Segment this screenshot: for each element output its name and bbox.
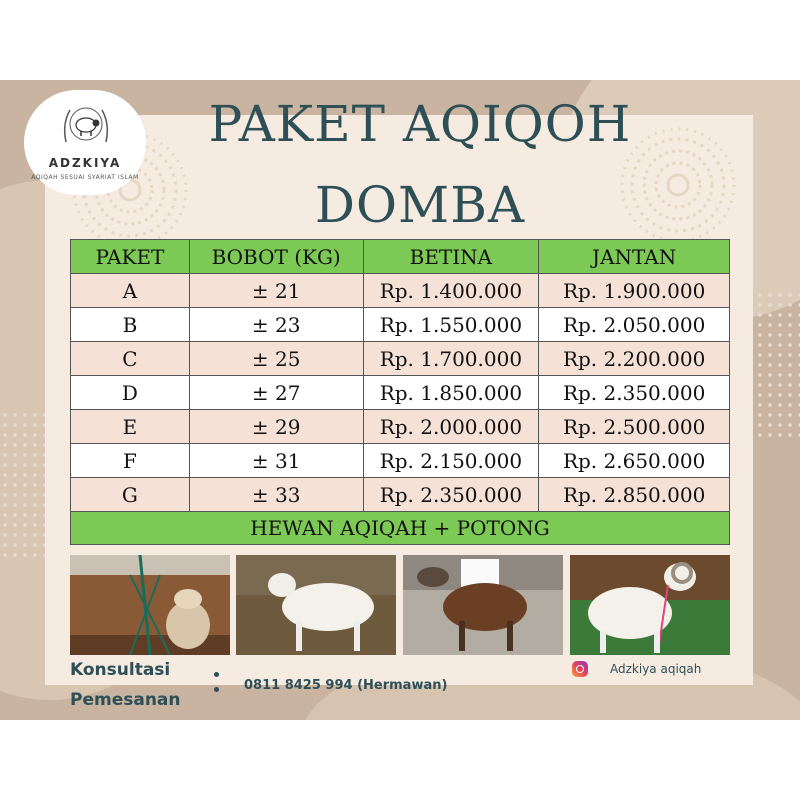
instagram-icon[interactable] — [572, 661, 588, 677]
table-row — [71, 410, 730, 444]
cell-betina: Rp. 2.350.000 — [363, 478, 539, 512]
column-header-jantan: JANTAN — [539, 240, 730, 274]
cell-paket: A — [71, 274, 190, 308]
cell-bobot: ± 27 — [189, 376, 363, 410]
price-table — [70, 239, 730, 545]
cell-bobot: ± 21 — [189, 274, 363, 308]
brand-tagline: AQIQAH SESUAI SYARIAT ISLAM — [31, 174, 139, 181]
cell-paket: D — [71, 376, 190, 410]
table-row — [71, 308, 730, 342]
brand-name: ADZKIYA — [48, 156, 122, 170]
cell-jantan: Rp. 2.850.000 — [539, 478, 730, 512]
cell-jantan: Rp. 2.050.000 — [539, 308, 730, 342]
cell-jantan: Rp. 2.350.000 — [539, 376, 730, 410]
decor-dots — [745, 290, 800, 440]
cell-paket: B — [71, 308, 190, 342]
cell-paket: E — [71, 410, 190, 444]
table-row — [71, 274, 730, 308]
phone-number[interactable]: 0811 8425 994 (Hermawan) — [244, 678, 448, 693]
cell-jantan: Rp. 2.200.000 — [539, 342, 730, 376]
order-label: Pemesanan — [70, 690, 181, 710]
cell-jantan: Rp. 2.500.000 — [539, 410, 730, 444]
colon-divider — [214, 672, 220, 694]
cell-bobot: ± 23 — [189, 308, 363, 342]
cell-betina: Rp. 1.850.000 — [363, 376, 539, 410]
cell-jantan: Rp. 1.900.000 — [539, 274, 730, 308]
cell-betina: Rp. 1.550.000 — [363, 308, 539, 342]
cell-bobot: ± 29 — [189, 410, 363, 444]
column-header-paket: PAKET — [71, 240, 190, 274]
cell-jantan: Rp. 2.650.000 — [539, 444, 730, 478]
cell-paket: C — [71, 342, 190, 376]
cell-bobot: ± 31 — [189, 444, 363, 478]
cell-paket: G — [71, 478, 190, 512]
page-title-line1: PAKET AQIQOH — [208, 95, 632, 153]
sheep-icon — [58, 98, 114, 154]
cell-bobot: ± 25 — [189, 342, 363, 376]
cell-paket: F — [71, 444, 190, 478]
sheep-photo — [403, 555, 563, 655]
table-row — [71, 478, 730, 512]
brand-logo — [24, 90, 146, 195]
sheep-photo — [70, 555, 230, 655]
cell-betina: Rp. 1.700.000 — [363, 342, 539, 376]
sheep-photo — [236, 555, 396, 655]
table-row — [71, 342, 730, 376]
consultation-label: Konsultasi — [70, 660, 171, 680]
column-header-betina: BETINA — [363, 240, 539, 274]
table-row — [71, 444, 730, 478]
sheep-photo — [570, 555, 730, 655]
table-row — [71, 376, 730, 410]
cell-betina: Rp. 2.000.000 — [363, 410, 539, 444]
cell-bobot: ± 33 — [189, 478, 363, 512]
table-footer-row — [71, 512, 730, 545]
instagram-handle[interactable]: Adzkiya aqiqah — [610, 662, 702, 676]
page-title-line2: DOMBA — [314, 176, 526, 234]
table-header-row — [71, 240, 730, 274]
column-header-bobot: BOBOT (KG) — [189, 240, 363, 274]
table-footer-note: HEWAN AQIQAH + POTONG — [71, 512, 730, 545]
cell-betina: Rp. 1.400.000 — [363, 274, 539, 308]
cell-betina: Rp. 2.150.000 — [363, 444, 539, 478]
